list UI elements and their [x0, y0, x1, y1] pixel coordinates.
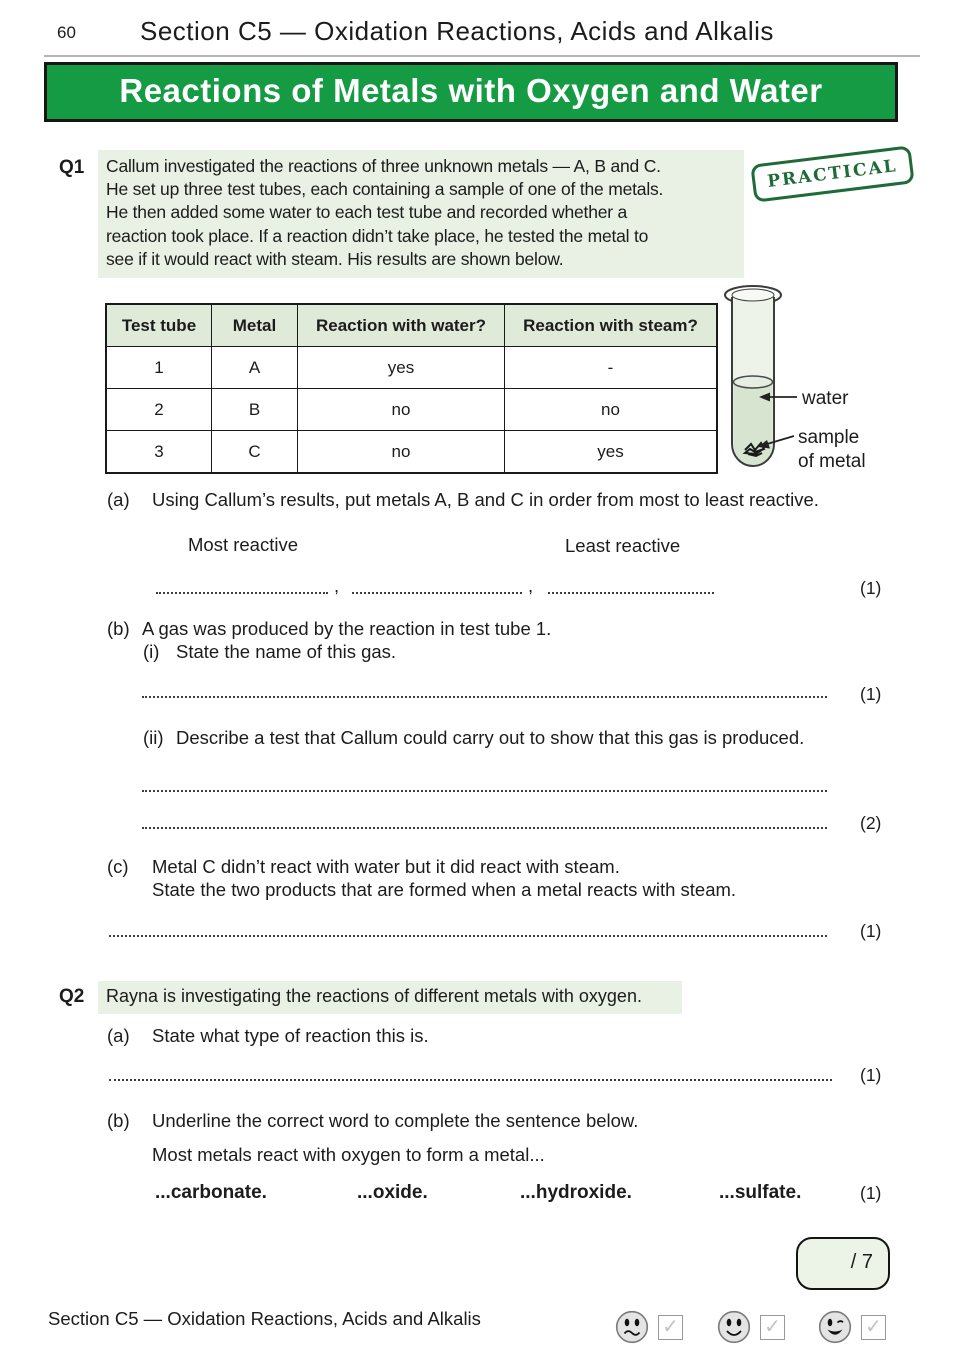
- feedback-group-ok: [717, 1310, 785, 1344]
- answer-line-q2a[interactable]: [109, 1063, 832, 1081]
- q1bii-text: Describe a test that Callum could carry out to show that this gas is produced.: [176, 727, 805, 748]
- table-row: [106, 431, 717, 474]
- q1c-label: (c): [107, 856, 129, 877]
- q1bi-label: (i): [143, 641, 160, 662]
- answer-line-bii-1[interactable]: [142, 774, 827, 792]
- q1c-marks: (1): [860, 921, 882, 941]
- q2-intro-text: Rayna is investigating the reactions of different metals with oxygen.: [106, 986, 642, 1006]
- topic-banner: [44, 62, 898, 122]
- q2a-text: State what type of reaction this is.: [152, 1025, 429, 1046]
- section-header-title: Section C5 — Oxidation Reactions, Acids and Alkalis: [140, 16, 774, 46]
- feedback-checkbox-unhappy[interactable]: [658, 1315, 683, 1340]
- q1-label: Q1: [59, 157, 85, 178]
- option-carbonate[interactable]: ...carbonate.: [155, 1182, 267, 1203]
- q1b-label: (b): [107, 618, 130, 639]
- q1-intro-line: He set up three test tubes, each containing a sample of one of the metals.: [106, 179, 664, 200]
- cell-metal-b: B: [212, 389, 298, 431]
- table-header-row: [106, 304, 717, 347]
- answer-line-bi[interactable]: [142, 680, 827, 698]
- cell-tube-2: 2: [106, 389, 212, 431]
- cell-steam-1: -: [505, 347, 718, 389]
- cell-tube-1: 1: [106, 347, 212, 389]
- answer-line-a3[interactable]: [548, 576, 714, 594]
- feedback-group-unhappy: [615, 1310, 683, 1344]
- q2b-marks: (1): [860, 1183, 882, 1203]
- results-table: [105, 303, 718, 474]
- water-label: water: [802, 388, 849, 409]
- q2b-text: Underline the correct word to complete the sentence below.: [152, 1110, 639, 1131]
- cell-water-2: no: [298, 389, 505, 431]
- answer-line-c[interactable]: [109, 919, 827, 937]
- q1-intro-box: [98, 150, 744, 278]
- q1bi-marks: (1): [860, 684, 882, 704]
- col-header-metal: Metal: [212, 304, 298, 347]
- page-number: 60: [57, 23, 76, 42]
- topic-banner-title: Reactions of Metals with Oxygen and Water: [119, 72, 823, 109]
- answer-line-a1[interactable]: [156, 576, 328, 594]
- least-reactive-label: Least reactive: [565, 535, 681, 556]
- q2b-sentence: Most metals react with oxygen to form a metal...: [152, 1144, 545, 1165]
- winking-face-icon: [818, 1310, 852, 1344]
- water-surface: [734, 376, 773, 388]
- cell-water-3: no: [298, 431, 505, 474]
- comma-separator: ,: [334, 575, 340, 596]
- q2a-marks: (1): [860, 1065, 882, 1085]
- feedback-checkbox-great[interactable]: [861, 1315, 886, 1340]
- q1bii-label: (ii): [143, 727, 164, 748]
- table-row: [106, 347, 717, 389]
- sample-label-line1: sample: [798, 427, 860, 448]
- q1a-marks: (1): [860, 578, 882, 598]
- q1-intro-line: Callum investigated the reactions of three unknown metals — A, B and C.: [106, 156, 661, 176]
- header-divider: [44, 55, 920, 57]
- score-box-value: / 7: [850, 1251, 873, 1273]
- comma-separator: ,: [528, 575, 534, 596]
- q2a-label: (a): [107, 1025, 130, 1046]
- most-reactive-label: Most reactive: [188, 534, 299, 555]
- q1c-text-line2: State the two products that are formed when a metal reacts with steam.: [152, 879, 737, 900]
- col-header-test-tube: Test tube: [106, 304, 212, 347]
- cell-metal-c: C: [212, 431, 298, 474]
- practical-stamp: [750, 145, 914, 202]
- q1-intro-line: see if it would react with steam. His results are shown below.: [106, 248, 564, 269]
- cell-tube-3: 3: [106, 431, 212, 474]
- sample-label-line2: of metal: [798, 451, 866, 472]
- q2-label: Q2: [59, 986, 85, 1007]
- practical-stamp-label: PRACTICAL: [766, 156, 899, 192]
- table-row: [106, 389, 717, 431]
- footer-section-title: Section C5 — Oxidation Reactions, Acids and Alkalis: [48, 1308, 481, 1329]
- score-box[interactable]: [796, 1237, 890, 1290]
- q1a-label: (a): [107, 489, 130, 510]
- q2-intro-box: [98, 981, 682, 1014]
- feedback-group-great: [818, 1310, 886, 1344]
- q1-intro-line: He then added some water to each test tube and recorded whether a: [106, 202, 628, 223]
- cell-metal-a: A: [212, 347, 298, 389]
- q1-intro-line: reaction took place. If a reaction didn’t take place, he tested the metal to: [106, 225, 649, 246]
- cell-water-1: yes: [298, 347, 505, 389]
- cell-steam-3: yes: [505, 431, 718, 474]
- cell-steam-2: no: [505, 389, 718, 431]
- col-header-reaction-steam: Reaction with steam?: [505, 304, 718, 347]
- answer-line-a2[interactable]: [352, 576, 522, 594]
- check-icon: ✓: [865, 1315, 882, 1338]
- option-hydroxide[interactable]: ...hydroxide.: [520, 1182, 632, 1203]
- q1c-text-line1: Metal C didn’t react with water but it did react with steam.: [152, 856, 620, 877]
- q2b-label: (b): [107, 1110, 130, 1131]
- col-header-reaction-water: Reaction with water?: [298, 304, 505, 347]
- worried-face-icon: [615, 1310, 649, 1344]
- q1bii-marks: (2): [860, 813, 882, 833]
- q1b-text: A gas was produced by the reaction in test tube 1.: [142, 618, 552, 639]
- answer-line-bii-2[interactable]: [142, 811, 827, 829]
- q1a-text: Using Callum’s results, put metals A, B and C in order from most to least reactive.: [152, 489, 819, 510]
- check-icon: ✓: [764, 1315, 781, 1338]
- option-oxide[interactable]: ...oxide.: [357, 1182, 428, 1203]
- option-sulfate[interactable]: ...sulfate.: [719, 1182, 802, 1203]
- check-icon: ✓: [662, 1315, 679, 1338]
- feedback-checkbox-ok[interactable]: [760, 1315, 785, 1340]
- q1bi-text: State the name of this gas.: [176, 641, 397, 662]
- happy-face-icon: [717, 1310, 751, 1344]
